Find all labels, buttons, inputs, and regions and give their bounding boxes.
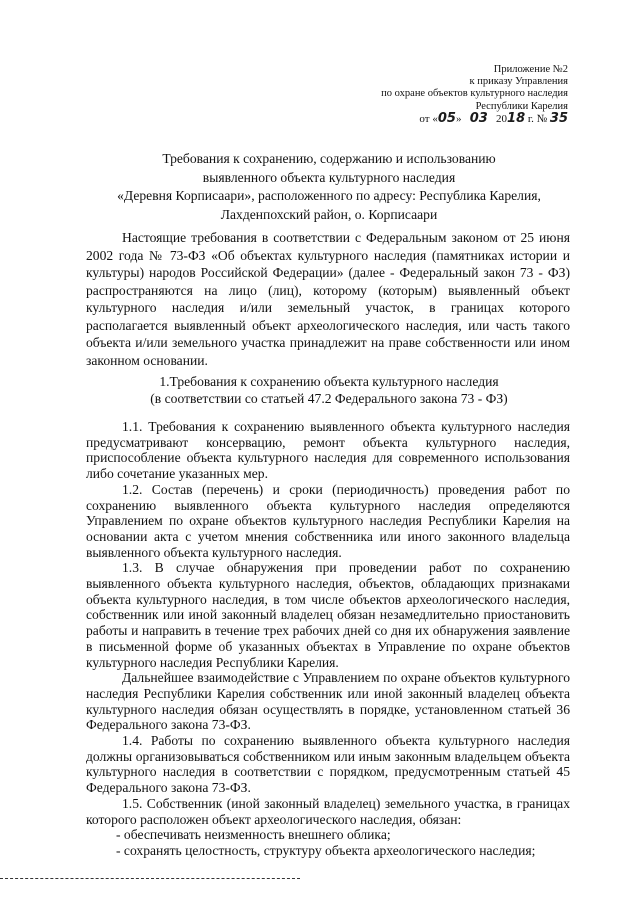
appendix-line-2: к приказу Управления: [469, 76, 568, 88]
bullet-item: - сохранять целостность, структуру объекта археологического наследия;: [116, 842, 536, 858]
appendix-header: [381, 64, 568, 125]
appendix-line-1: Приложение №2: [493, 64, 568, 75]
handwritten-month: 03: [469, 110, 488, 126]
order-date-line: [381, 110, 568, 126]
footer-divider: [0, 878, 300, 879]
title-line-3: «Деревня Корписаари», расположенного по адресу: Республика Карелия,: [117, 188, 541, 204]
paragraph-1-1: 1.1. Требования к сохранению выявленного объекта культурного наследия предусматривают консервацию, ремонт объекта культурного наследия, приспособление объекта культурного наследия для современного использования либо сочетание указанных мер.: [86, 419, 570, 482]
section-1-body: [86, 419, 570, 859]
section-1-heading: [90, 373, 568, 407]
date-prefix: от «: [419, 112, 438, 125]
handwritten-number: 35: [549, 110, 568, 126]
year-prefix: 20: [496, 112, 508, 125]
handwritten-day: 05: [437, 110, 456, 126]
appendix-line-3: по охране объектов культурного наследия: [381, 88, 568, 100]
paragraph-further-interaction: Дальнейшее взаимодействие с Управлением по охране объектов культурного наследия Республики Карелия собственник или иной законный владелец объекта культурного наследия обязан осуществлять в порядке, установленном статьей 36 Федерального закона 73-ФЗ.: [86, 670, 570, 733]
intro-paragraph: Настоящие требования в соответствии с Федеральным законом от 25 июня 2002 года № 73-ФЗ «Об объектах культурного наследия (памятниках истории и культуры) народов Российской Федерации» (далее - Федеральный закон 73 - ФЗ) распространяются на лицо (лиц), которому (которым) выявленный объект культурного наследия и/или земельный участок, в границах которого располагается выявленный объект археологического наследия, или часть такого объекта и/или земельного участка принадлежит на праве собственности или ином законном основании.: [86, 230, 570, 368]
section-1-title: 1.Требования к сохранению объекта культурного наследия: [159, 374, 499, 389]
paragraph-1-2: 1.2. Состав (перечень) и сроки (периодичность) проведения работ по сохранению выявленного объекта культурного наследия определяются Управлением по охране объектов культурного наследия Республики Карелия на основании акта с учетом мнения собственника или иного законного владельца выявленного объекта культурного наследия.: [86, 481, 570, 560]
paragraph-1-5: 1.5. Собственник (иной законный владелец) земельного участка, в границах которого расположен объект археологического наследия, обязан:: [86, 795, 570, 827]
number-prefix: г. №: [527, 112, 548, 125]
title-line-2: выявленного объекта культурного наследия: [202, 169, 456, 185]
title-line-4: Лахденпохский район, о. Корписаари: [220, 206, 438, 222]
section-1-subtitle: (в соответствии со статьей 47.2 Федерального закона 73 - ФЗ): [150, 391, 508, 406]
title-line-1: Требования к сохранению, содержанию и использованию: [162, 151, 496, 166]
bullet-item: - обеспечивать неизменность внешнего облика;: [116, 827, 391, 843]
handwritten-year: 18: [507, 110, 526, 126]
appendix-line-4: Республики Карелия: [475, 100, 568, 112]
intro-block: [86, 229, 570, 369]
date-mid: »: [455, 112, 462, 125]
paragraph-1-3: 1.3. В случае обнаружения при проведении работ по сохранению выявленного объекта культурного наследия, объектов, обладающих признаками объекта культурного наследия, в том числе объектов археологического наследия, собственник или иной законный владелец обязан незамедлительно приостановить работы и направить в течение трех рабочих дней со дня их обнаружения заявление в письменной форме об указанных объектах в Управление по охране объектов культурного наследия Республики Карелия.: [86, 560, 570, 670]
document-title: [90, 150, 568, 224]
paragraph-1-4: 1.4. Работы по сохранению выявленного объекта культурного наследия должны организовываться собственником или иным законным владельцем объекта культурного наследия в соответствии с порядком, предусмотренным статьей 45 Федерального закона 73-ФЗ.: [86, 733, 570, 796]
